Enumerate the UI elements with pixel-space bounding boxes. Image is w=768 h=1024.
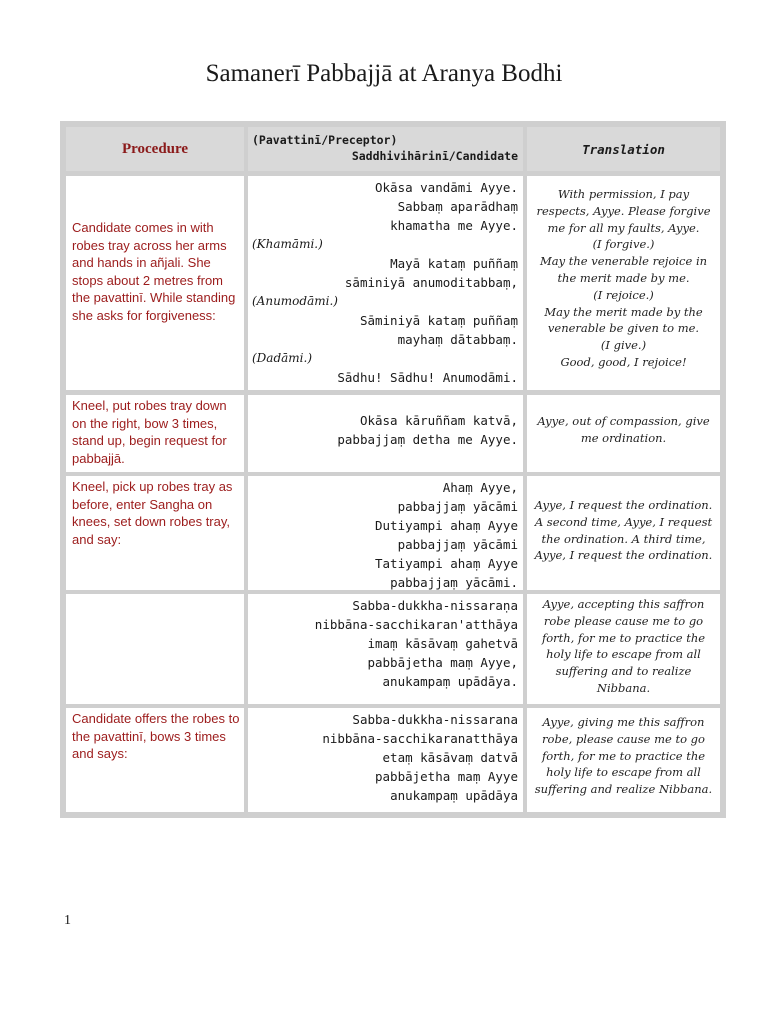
row-3-pali bbox=[248, 476, 523, 590]
ordination-table bbox=[60, 121, 726, 818]
pali-line: nibbāna-sacchikaranatthāya bbox=[322, 731, 518, 746]
translation-line: Ayye, out of compassion, give bbox=[537, 414, 710, 428]
response-line: (Khamāmi.) bbox=[252, 237, 323, 251]
row-4-pali bbox=[248, 594, 523, 704]
row-3-procedure: Kneel, pick up robes tray as before, enter Sangha on knees, set down robes tray, and say: bbox=[66, 476, 244, 590]
translation-line: venerable be given to me. bbox=[547, 321, 700, 336]
row-1-pali bbox=[248, 176, 523, 390]
pali-line: Tatiyampi ahaṃ Ayye bbox=[375, 556, 518, 571]
pali-line: pabbajjaṃ yācāmi. bbox=[390, 575, 518, 590]
translation-line: respects, Ayye. Please forgive bbox=[536, 203, 711, 218]
row-4-translation bbox=[527, 594, 720, 704]
translation-line: me ordination. bbox=[580, 430, 667, 445]
translation-line: Ayye, giving me this saffron bbox=[542, 715, 705, 729]
row-2-pali bbox=[248, 395, 523, 472]
header-speaker bbox=[248, 127, 523, 171]
pali-line: Sāminiyā kataṃ puññaṃ bbox=[359, 313, 518, 328]
row-1-procedure: Candidate comes in with robes tray across her arms and hands in añjali. She stops about 2 metres from the pavattinī. While standing she asks for forgiveness: bbox=[66, 176, 244, 390]
pali-line: pabbājetha maṃ Ayye bbox=[375, 769, 518, 784]
pali-line: nibbāna-sacchikaran'atthāya bbox=[314, 617, 518, 632]
page-number: 1 bbox=[64, 913, 71, 928]
pali-line: Sabba-dukkha-nissarana bbox=[352, 712, 518, 727]
translation-line: Ayye, accepting this saffron bbox=[542, 597, 705, 611]
pali-line: Okāsa kāruññam katvā, bbox=[359, 413, 518, 428]
row-2-procedure: Kneel, put robes tray down on the right, bow 3 times, stand up, begin request for pabbajjā. bbox=[66, 395, 244, 472]
translation-line: holy life to escape from all bbox=[546, 765, 701, 780]
translation-line: A second time, Ayye, I request bbox=[534, 514, 713, 529]
translation-line: May the merit made by the bbox=[544, 304, 703, 319]
header-candidate: Saddhivihārinī/Candidate bbox=[351, 149, 518, 163]
header-procedure: Procedure bbox=[66, 127, 244, 171]
pali-line: etaṃ kāsāvaṃ datvā bbox=[382, 750, 518, 765]
translation-line: forth, for me to practice the bbox=[541, 748, 706, 763]
pali-line: pabbājetha maṃ Ayye, bbox=[367, 655, 518, 670]
pali-line: sāminiyā anumoditabbaṃ, bbox=[344, 275, 518, 290]
translation-line: holy life to escape from all bbox=[546, 647, 701, 662]
translation-line: robe, please cause me to go bbox=[542, 731, 705, 746]
pali-line: Okāsa vandāmi Ayye. bbox=[375, 180, 518, 195]
pali-line: Ahaṃ Ayye, bbox=[442, 480, 518, 495]
header-preceptor: (Pavattinī/Preceptor) bbox=[252, 133, 398, 147]
translation-line: forth, for me to practice the bbox=[541, 630, 706, 645]
translation-line: Ayye, I request the ordination. bbox=[534, 498, 713, 512]
translation-line: With permission, I pay bbox=[557, 187, 690, 201]
pali-line: anukampaṃ upādāya. bbox=[382, 674, 518, 689]
pali-line: Sādhu! Sādhu! Anumodāmi. bbox=[337, 370, 518, 385]
header-translation: Translation bbox=[527, 127, 720, 171]
translation-line: the merit made by me. bbox=[557, 270, 690, 285]
page-title: Samanerī Pabbajjā at Aranya Bodhi bbox=[205, 60, 563, 87]
translation-line: robe please cause me to go bbox=[543, 613, 704, 628]
row-5-translation bbox=[527, 708, 720, 812]
response-line: (Anumodāmi.) bbox=[252, 294, 338, 308]
translation-line: May the venerable rejoice in bbox=[539, 254, 708, 269]
translation-line: Nibbana. bbox=[596, 680, 651, 695]
translation-line: suffering and to realize bbox=[555, 664, 692, 679]
pali-line: anukampaṃ upādāya bbox=[390, 788, 518, 803]
pali-line: imaṃ kāsāvaṃ gahetvā bbox=[367, 636, 518, 651]
pali-line: mayhaṃ dātabbaṃ. bbox=[397, 332, 518, 347]
pali-line: khamatha me Ayye. bbox=[390, 218, 518, 233]
response-line: (Dadāmi.) bbox=[252, 351, 313, 365]
pali-line: pabbajjaṃ yācāmi bbox=[397, 537, 518, 552]
pali-line: Sabba-dukkha-nissaraṇa bbox=[352, 598, 518, 613]
translation-line: Good, good, I rejoice! bbox=[560, 354, 687, 369]
row-4-procedure bbox=[66, 594, 244, 704]
translation-line: Ayye, I request the ordination. bbox=[534, 548, 713, 563]
pali-line: Mayā kataṃ puññaṃ bbox=[390, 256, 518, 271]
translation-line: the ordination. A third time, bbox=[541, 531, 706, 546]
pali-line: Sabbaṃ aparādhaṃ bbox=[397, 199, 518, 214]
translation-line: suffering and realize Nibbana. bbox=[534, 782, 713, 797]
pali-line: pabbajjaṃ detha me Ayye. bbox=[337, 432, 518, 447]
translation-line: me for all my faults, Ayye. bbox=[547, 220, 700, 235]
translation-line: (I give.) bbox=[600, 338, 647, 353]
pali-line: Dutiyampi ahaṃ Ayye bbox=[375, 518, 518, 533]
row-5-procedure: Candidate offers the robes to the pavattinī, bows 3 times and says: bbox=[66, 708, 244, 812]
row-1-translation bbox=[527, 176, 720, 390]
translation-line: (I forgive.) bbox=[592, 237, 655, 252]
row-3-translation bbox=[527, 476, 720, 590]
translation-line: (I rejoice.) bbox=[593, 287, 654, 302]
row-5-pali bbox=[248, 708, 523, 812]
pali-line: pabbajjaṃ yācāmi bbox=[397, 499, 518, 514]
row-2-translation bbox=[527, 395, 720, 472]
